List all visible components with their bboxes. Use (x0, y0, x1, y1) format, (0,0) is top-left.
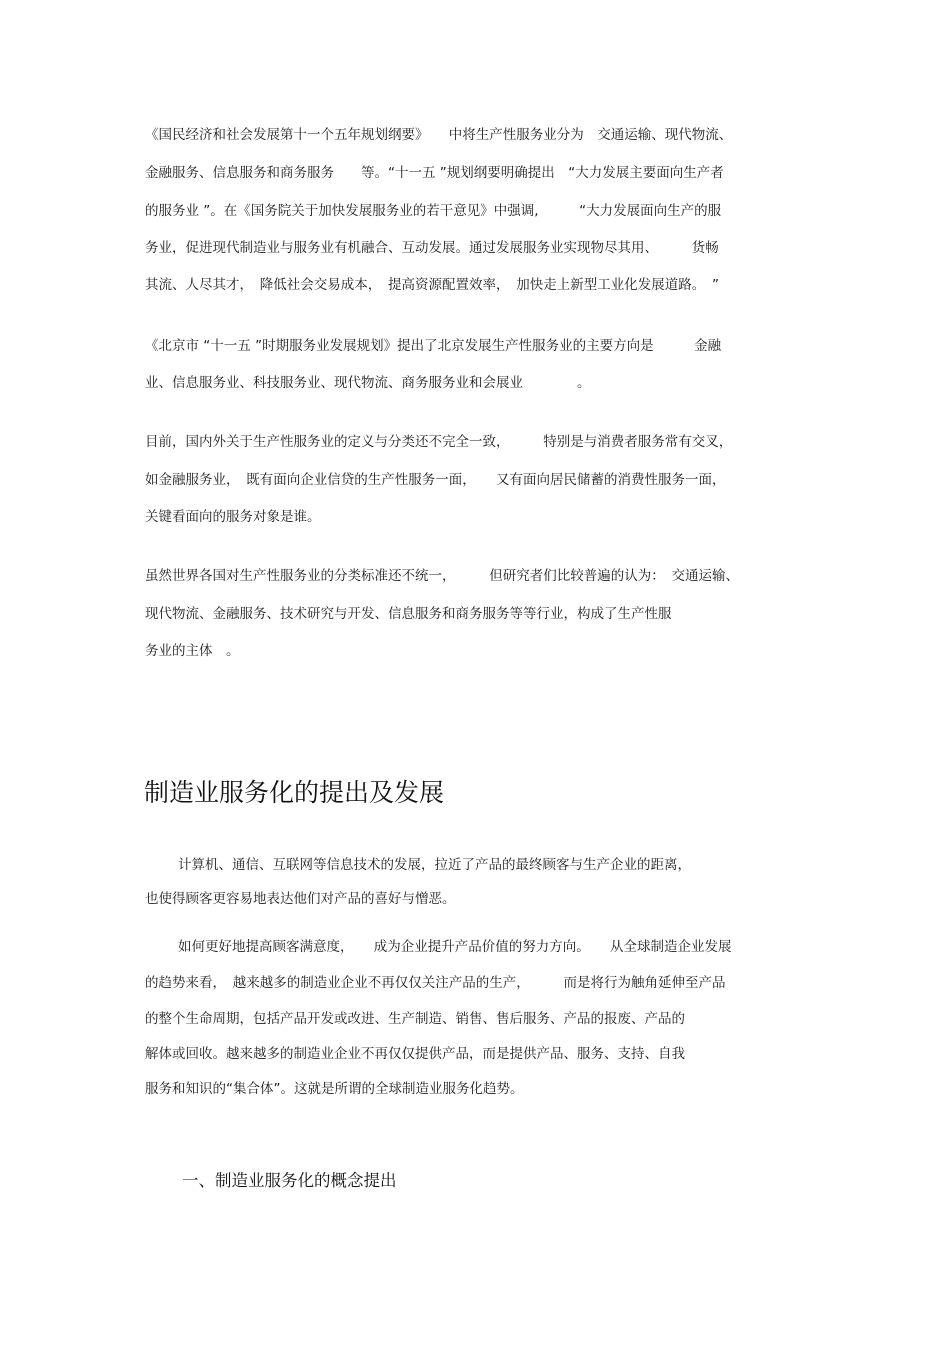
text-line: 业、信息服务业、科技服务业、现代物流、商务服务业和会展业 。 (145, 375, 591, 391)
text-line: 的趋势来看， 越来越多的制造业企业不再仅仅关注产品的生产， 而是将行为触角延伸至产品 (145, 975, 726, 991)
text-line: 计算机、通信、互联网等信息技术的发展，拉近了产品的最终顾客与生产企业的距离， (178, 857, 691, 873)
text-line: 的整个生命周期，包括产品开发或改进、生产制造、销售、售后服务、产品的报废、产品的 (145, 1011, 685, 1027)
text-line: 务业的主体 。 (145, 643, 240, 659)
text-line: 其流、人尽其才， 降低社会交易成本， 提高资源配置效率， 加快走上新型工业化发展道路。 ” (145, 277, 719, 293)
text-line: 《北京市 “十一五 ”时期服务业发展规划》提出了北京发展生产性服务业的主要方向是 金融 (145, 338, 722, 354)
text-line: 目前，国内外关于生产性服务业的定义与分类还不完全一致， 特别是与消费者服务常有交叉， (145, 434, 733, 450)
text-line: 虽然世界各国对生产性服务业的分类标准还不统一， 但研究者们比较普遍的认为： 交通运输、 (145, 568, 739, 584)
text-line: 关键看面向的服务对象是谁。 (145, 509, 321, 525)
subsection-heading: 一、制造业服务化的概念提出 (182, 1171, 397, 1190)
section-heading: 制造业服务化的提出及发展 (144, 778, 445, 807)
text-line: 服务和知识的“集合体”。这就是所谓的全球制造业服务化趋势。 (145, 1081, 524, 1097)
text-line: 的服务业 ”。在《国务院关于加快发展服务业的若干意见》中强调, “大力发展面向生产的服 (145, 203, 722, 219)
text-line: 现代物流、金融服务、技术研究与开发、信息服务和商务服务等等行业，构成了生产性服 (145, 606, 672, 622)
text-line: 金融服务、信息服务和商务服务 等。“十一五 ”规划纲要明确提出 “大力发展主要面向生产者 (145, 165, 724, 181)
text-line: 也使得顾客更容易地表达他们对产品的喜好与憎恶。 (145, 891, 456, 907)
text-line: 如金融服务业， 既有面向企业信贷的生产性服务一面， 又有面向居民储蓄的消费性服务一面， (145, 472, 726, 488)
text-line: 如何更好地提高顾客满意度， 成为企业提升产品价值的努力方向。 从全球制造企业发展 (178, 939, 732, 955)
text-line: 解体或回收。越来越多的制造业企业不再仅仅提供产品，而是提供产品、服务、支持、自我 (145, 1046, 685, 1062)
text-line: 《国民经济和社会发展第十一个五年规划纲要》 中将生产性服务业分为 交通运输、现代物流、 (145, 127, 733, 143)
text-line: 务业，促进现代制造业与服务业有机融合、互动发展。通过发展服务业实现物尽其用、 货畅 (145, 240, 719, 256)
